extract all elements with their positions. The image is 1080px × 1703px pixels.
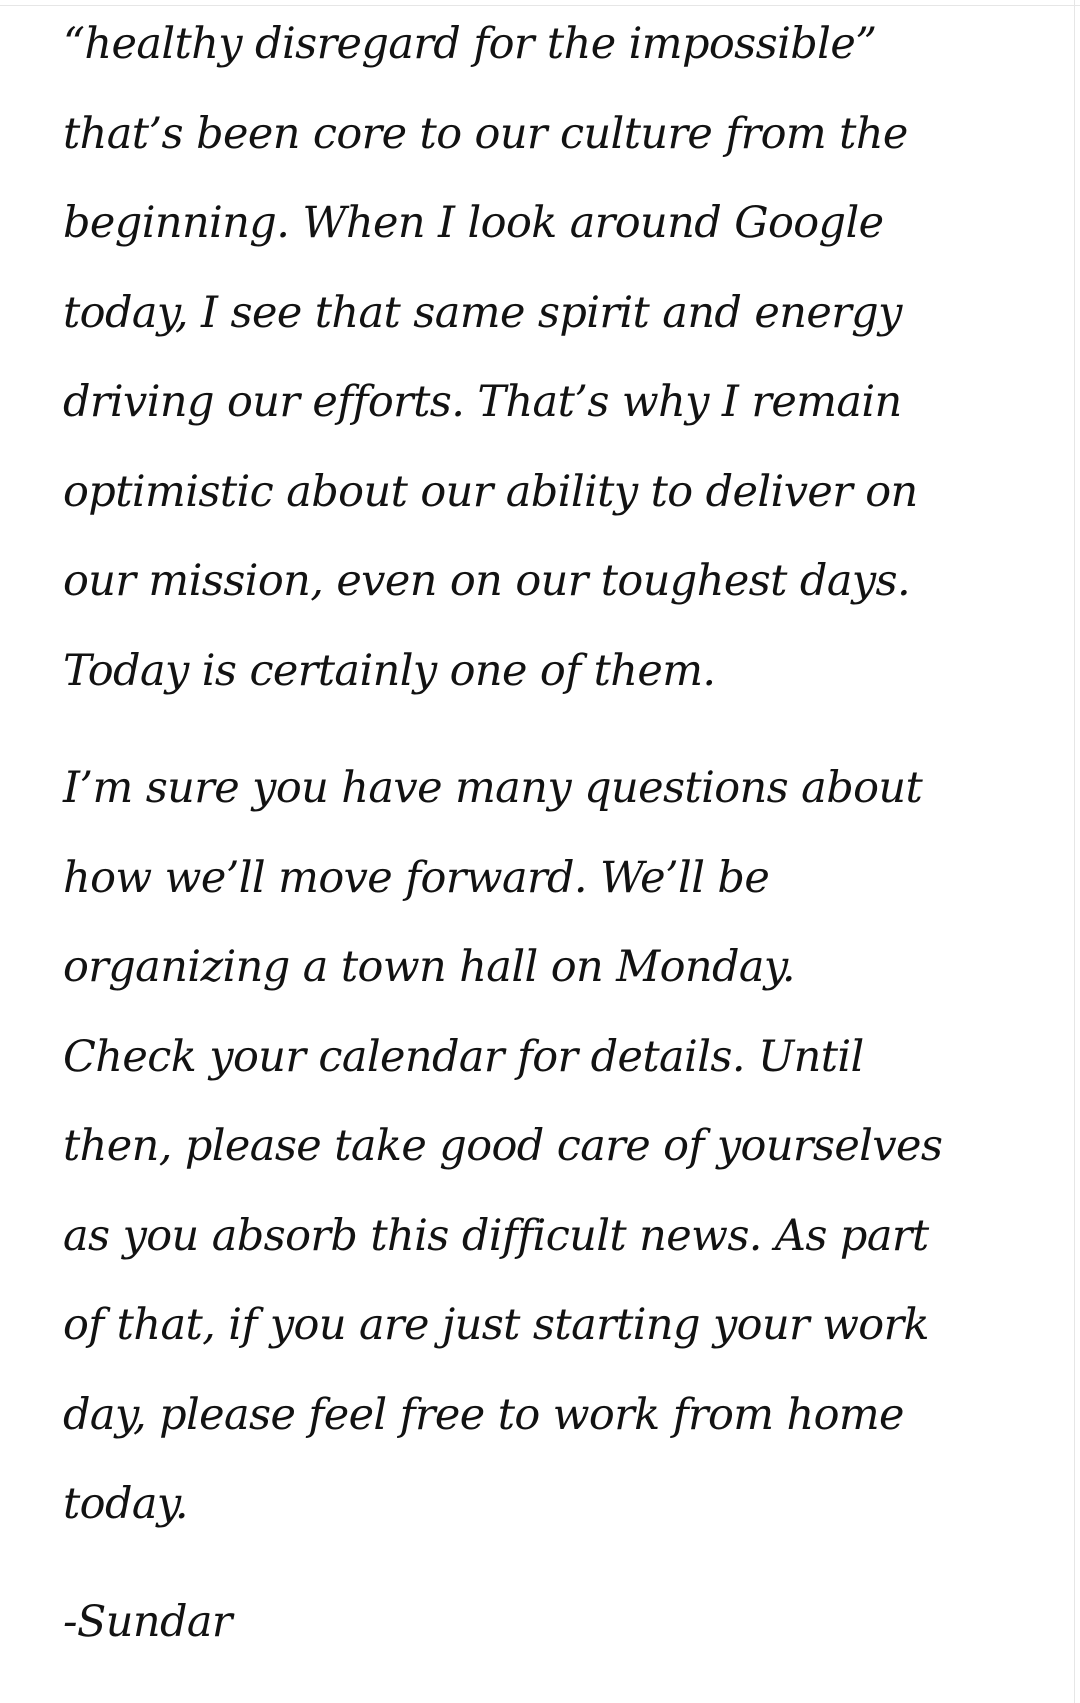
paragraph-spacer: [63, 1550, 963, 1578]
text-line: “healthy disregard for the impossible”: [63, 19, 877, 69]
text-line: today.: [63, 1479, 188, 1529]
text-line: of that, if you are just starting your work: [63, 1300, 929, 1350]
text-line: today, I see that same spirit and energy: [63, 287, 902, 338]
signature: [63, 1578, 963, 1668]
signature-text: -Sundar: [63, 1596, 232, 1647]
text-line: Check your calendar for details. Until: [63, 1031, 864, 1082]
paragraph-closing: [63, 0, 963, 716]
article-body: [63, 0, 963, 1667]
paragraph-town-hall: [63, 744, 963, 1550]
text-line: then, please take good care of yourselves: [63, 1121, 943, 1171]
text-line: day, please feel free to work from home: [63, 1389, 904, 1440]
text-line: beginning. When I look around Google: [63, 198, 884, 248]
text-line: how we’ll move forward. We’ll be: [63, 852, 770, 903]
right-divider: [1074, 0, 1080, 1703]
text-line: optimistic about our ability to deliver on: [63, 466, 918, 517]
text-line: I’m sure you have many questions about: [63, 763, 923, 813]
paragraph-spacer: [63, 716, 963, 744]
text-line: that’s been core to our culture from the: [63, 108, 908, 159]
text-line: Today is certainly one of them.: [63, 645, 716, 696]
text-line: as you absorb this difficult news. As part: [63, 1210, 929, 1261]
text-line: our mission, even on our toughest days.: [63, 556, 911, 606]
text-line: driving our efforts. That’s why I remain: [63, 377, 902, 427]
text-line: organizing a town hall on Monday.: [63, 942, 795, 992]
